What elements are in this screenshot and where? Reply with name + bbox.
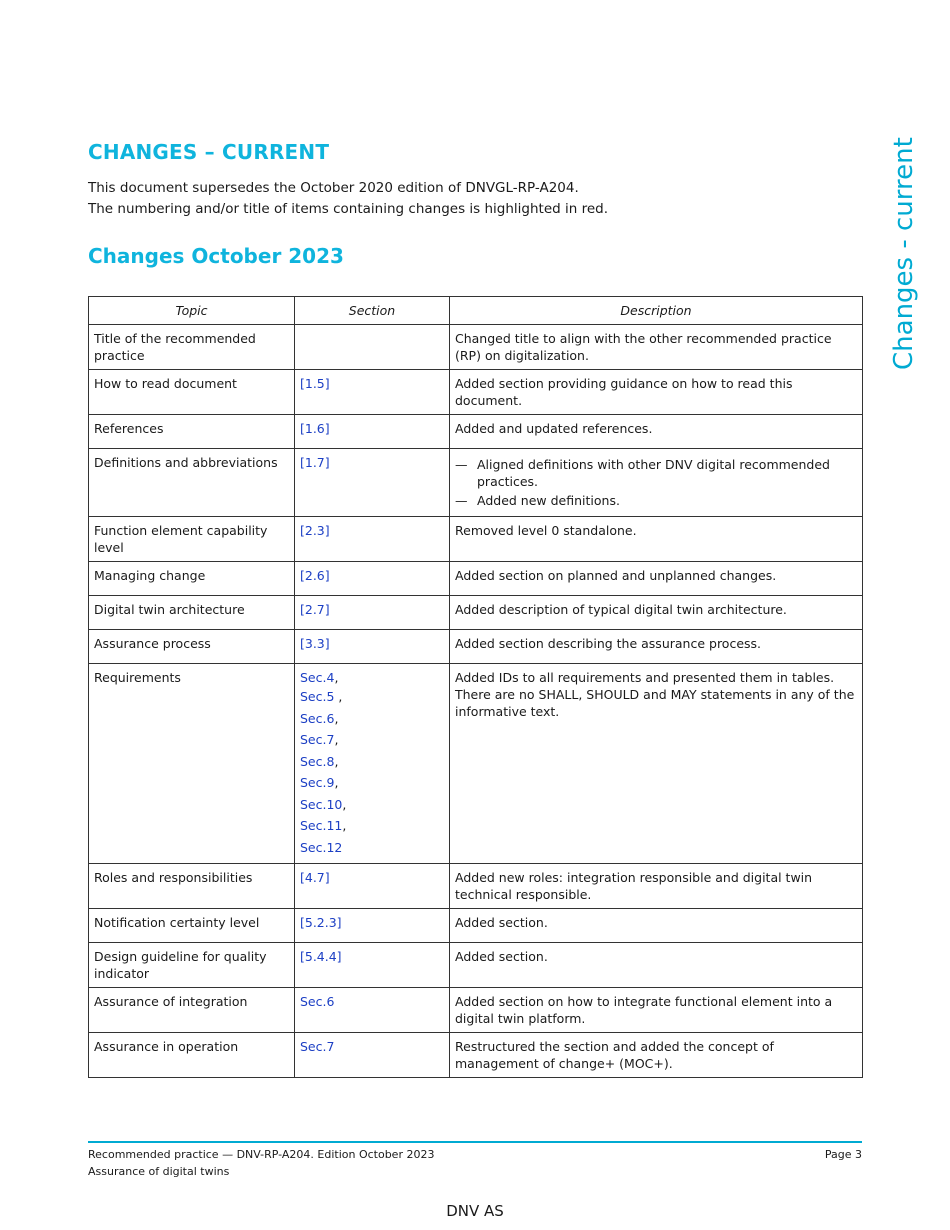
section-link[interactable]: [2.6] — [300, 568, 330, 583]
description-cell: Restructured the section and added the concept of management of change+ (MOC+). — [450, 1033, 863, 1078]
description-cell: Added section on how to integrate functional element into a digital twin platform. — [450, 988, 863, 1033]
changes-subheading: Changes October 2023 — [88, 244, 344, 268]
changes-table — [88, 296, 863, 1078]
section-cell — [295, 1033, 450, 1078]
section-cell — [295, 988, 450, 1033]
section-link[interactable]: [3.3] — [300, 636, 330, 651]
section-cell — [295, 943, 450, 988]
section-link[interactable]: Sec.10 — [300, 796, 343, 812]
section-link[interactable]: Sec.7 — [300, 1039, 335, 1054]
intro-text — [88, 178, 608, 220]
column-header-section: Section — [295, 297, 450, 325]
section-link[interactable]: Sec.4 — [300, 670, 335, 685]
description-cell — [450, 449, 863, 517]
table-row — [89, 517, 863, 562]
table-row — [89, 909, 863, 943]
description-cell: Added section on planned and unplanned changes. — [450, 562, 863, 596]
section-cell — [295, 562, 450, 596]
description-cell: Added new roles: integration responsible and digital twin technical responsible. — [450, 864, 863, 909]
topic-cell: Roles and responsibilities — [89, 864, 295, 909]
topic-cell: Assurance in operation — [89, 1033, 295, 1078]
table-header-row — [89, 297, 863, 325]
topic-cell: Assurance of integration — [89, 988, 295, 1033]
section-separator: , — [334, 670, 339, 685]
section-separator: , — [334, 710, 339, 726]
topic-cell: Assurance process — [89, 630, 295, 664]
topic-cell: Requirements — [89, 664, 295, 864]
intro-line-supersedes: This document supersedes the October 2020 edition of DNVGL-RP-A204. — [88, 180, 579, 196]
description-cell: Removed level 0 standalone. — [450, 517, 863, 562]
table-row — [89, 325, 863, 370]
section-separator: , — [334, 689, 343, 704]
topic-cell: How to read document — [89, 370, 295, 415]
company-name: DNV AS — [446, 1202, 504, 1220]
section-link[interactable]: [4.7] — [300, 870, 330, 885]
description-cell: Added section. — [450, 909, 863, 943]
table-row — [89, 370, 863, 415]
section-link[interactable]: [1.5] — [300, 376, 330, 391]
section-link[interactable]: Sec.7 — [300, 732, 335, 747]
section-link-list — [300, 669, 444, 858]
topic-cell: Function element capability level — [89, 517, 295, 562]
section-link[interactable]: [5.4.4] — [300, 949, 342, 964]
section-cell — [295, 864, 450, 909]
table-row — [89, 596, 863, 630]
description-bullet: — Added new definitions. — [455, 492, 857, 509]
table-row — [89, 988, 863, 1033]
section-cell — [295, 664, 450, 864]
topic-cell: References — [89, 415, 295, 449]
intro-line-highlight-note: The numbering and/or title of items containing changes is highlighted in red. — [88, 201, 609, 217]
section-cell — [295, 415, 450, 449]
section-cell — [295, 630, 450, 664]
table-row — [89, 943, 863, 988]
section-separator: , — [334, 753, 339, 769]
description-cell: Added description of typical digital twin architecture. — [450, 596, 863, 630]
description-bullet: — Aligned definitions with other DNV digital recommended practices. — [455, 456, 857, 490]
footer-document-title: Assurance of digital twins — [88, 1165, 230, 1178]
description-cell: Added and updated references. — [450, 415, 863, 449]
table-row — [89, 1033, 863, 1078]
side-section-title: Changes - current — [889, 137, 919, 370]
table-row — [89, 415, 863, 449]
topic-cell: Design guideline for quality indicator — [89, 943, 295, 988]
page-title: CHANGES – CURRENT — [88, 140, 330, 164]
footer-document-edition: Recommended practice — DNV-RP-A204. Edition October 2023 — [88, 1148, 435, 1161]
section-link[interactable]: Sec.12 — [300, 839, 343, 855]
section-cell — [295, 449, 450, 517]
section-cell — [295, 325, 450, 370]
column-header-description: Description — [450, 297, 863, 325]
section-separator: , — [342, 796, 347, 812]
topic-cell: Digital twin architecture — [89, 596, 295, 630]
section-link[interactable]: Sec.5 — [300, 689, 335, 704]
topic-cell: Title of the recommended practice — [89, 325, 295, 370]
section-separator: , — [342, 818, 347, 833]
column-header-topic: Topic — [89, 297, 295, 325]
section-link[interactable]: Sec.11 — [300, 818, 343, 833]
description-cell: Added section describing the assurance process. — [450, 630, 863, 664]
table-row — [89, 449, 863, 517]
footer-divider — [88, 1141, 862, 1143]
description-cell: Added section. — [450, 943, 863, 988]
description-bullet-list — [455, 456, 857, 509]
section-link[interactable]: Sec.6 — [300, 710, 335, 726]
page-number: Page 3 — [824, 1148, 862, 1161]
section-link[interactable]: [5.2.3] — [300, 915, 342, 930]
section-link[interactable]: Sec.6 — [300, 994, 335, 1009]
description-cell: Changed title to align with the other recommended practice (RP) on digitalization. — [450, 325, 863, 370]
section-link[interactable]: Sec.8 — [300, 753, 335, 769]
topic-cell: Definitions and abbreviations — [89, 449, 295, 517]
section-separator: , — [334, 732, 339, 747]
section-cell — [295, 517, 450, 562]
section-link[interactable]: Sec.9 — [300, 775, 335, 790]
section-link[interactable]: [2.7] — [300, 602, 330, 617]
table-row — [89, 664, 863, 864]
description-cell: Added IDs to all requirements and presented them in tables. There are no SHALL, SHOULD and MAY statements in any of the informative text. — [450, 664, 863, 864]
topic-cell: Managing change — [89, 562, 295, 596]
table-row — [89, 864, 863, 909]
section-cell — [295, 370, 450, 415]
topic-cell: Notification certainty level — [89, 909, 295, 943]
section-link[interactable]: [2.3] — [300, 523, 330, 538]
section-cell — [295, 596, 450, 630]
section-link[interactable]: [1.6] — [300, 421, 330, 436]
description-cell: Added section providing guidance on how to read this document. — [450, 370, 863, 415]
section-separator: , — [334, 775, 339, 790]
table-row — [89, 562, 863, 596]
section-link[interactable]: [1.7] — [300, 455, 330, 470]
footer-document-info — [88, 1146, 434, 1180]
table-row — [89, 630, 863, 664]
section-cell — [295, 909, 450, 943]
